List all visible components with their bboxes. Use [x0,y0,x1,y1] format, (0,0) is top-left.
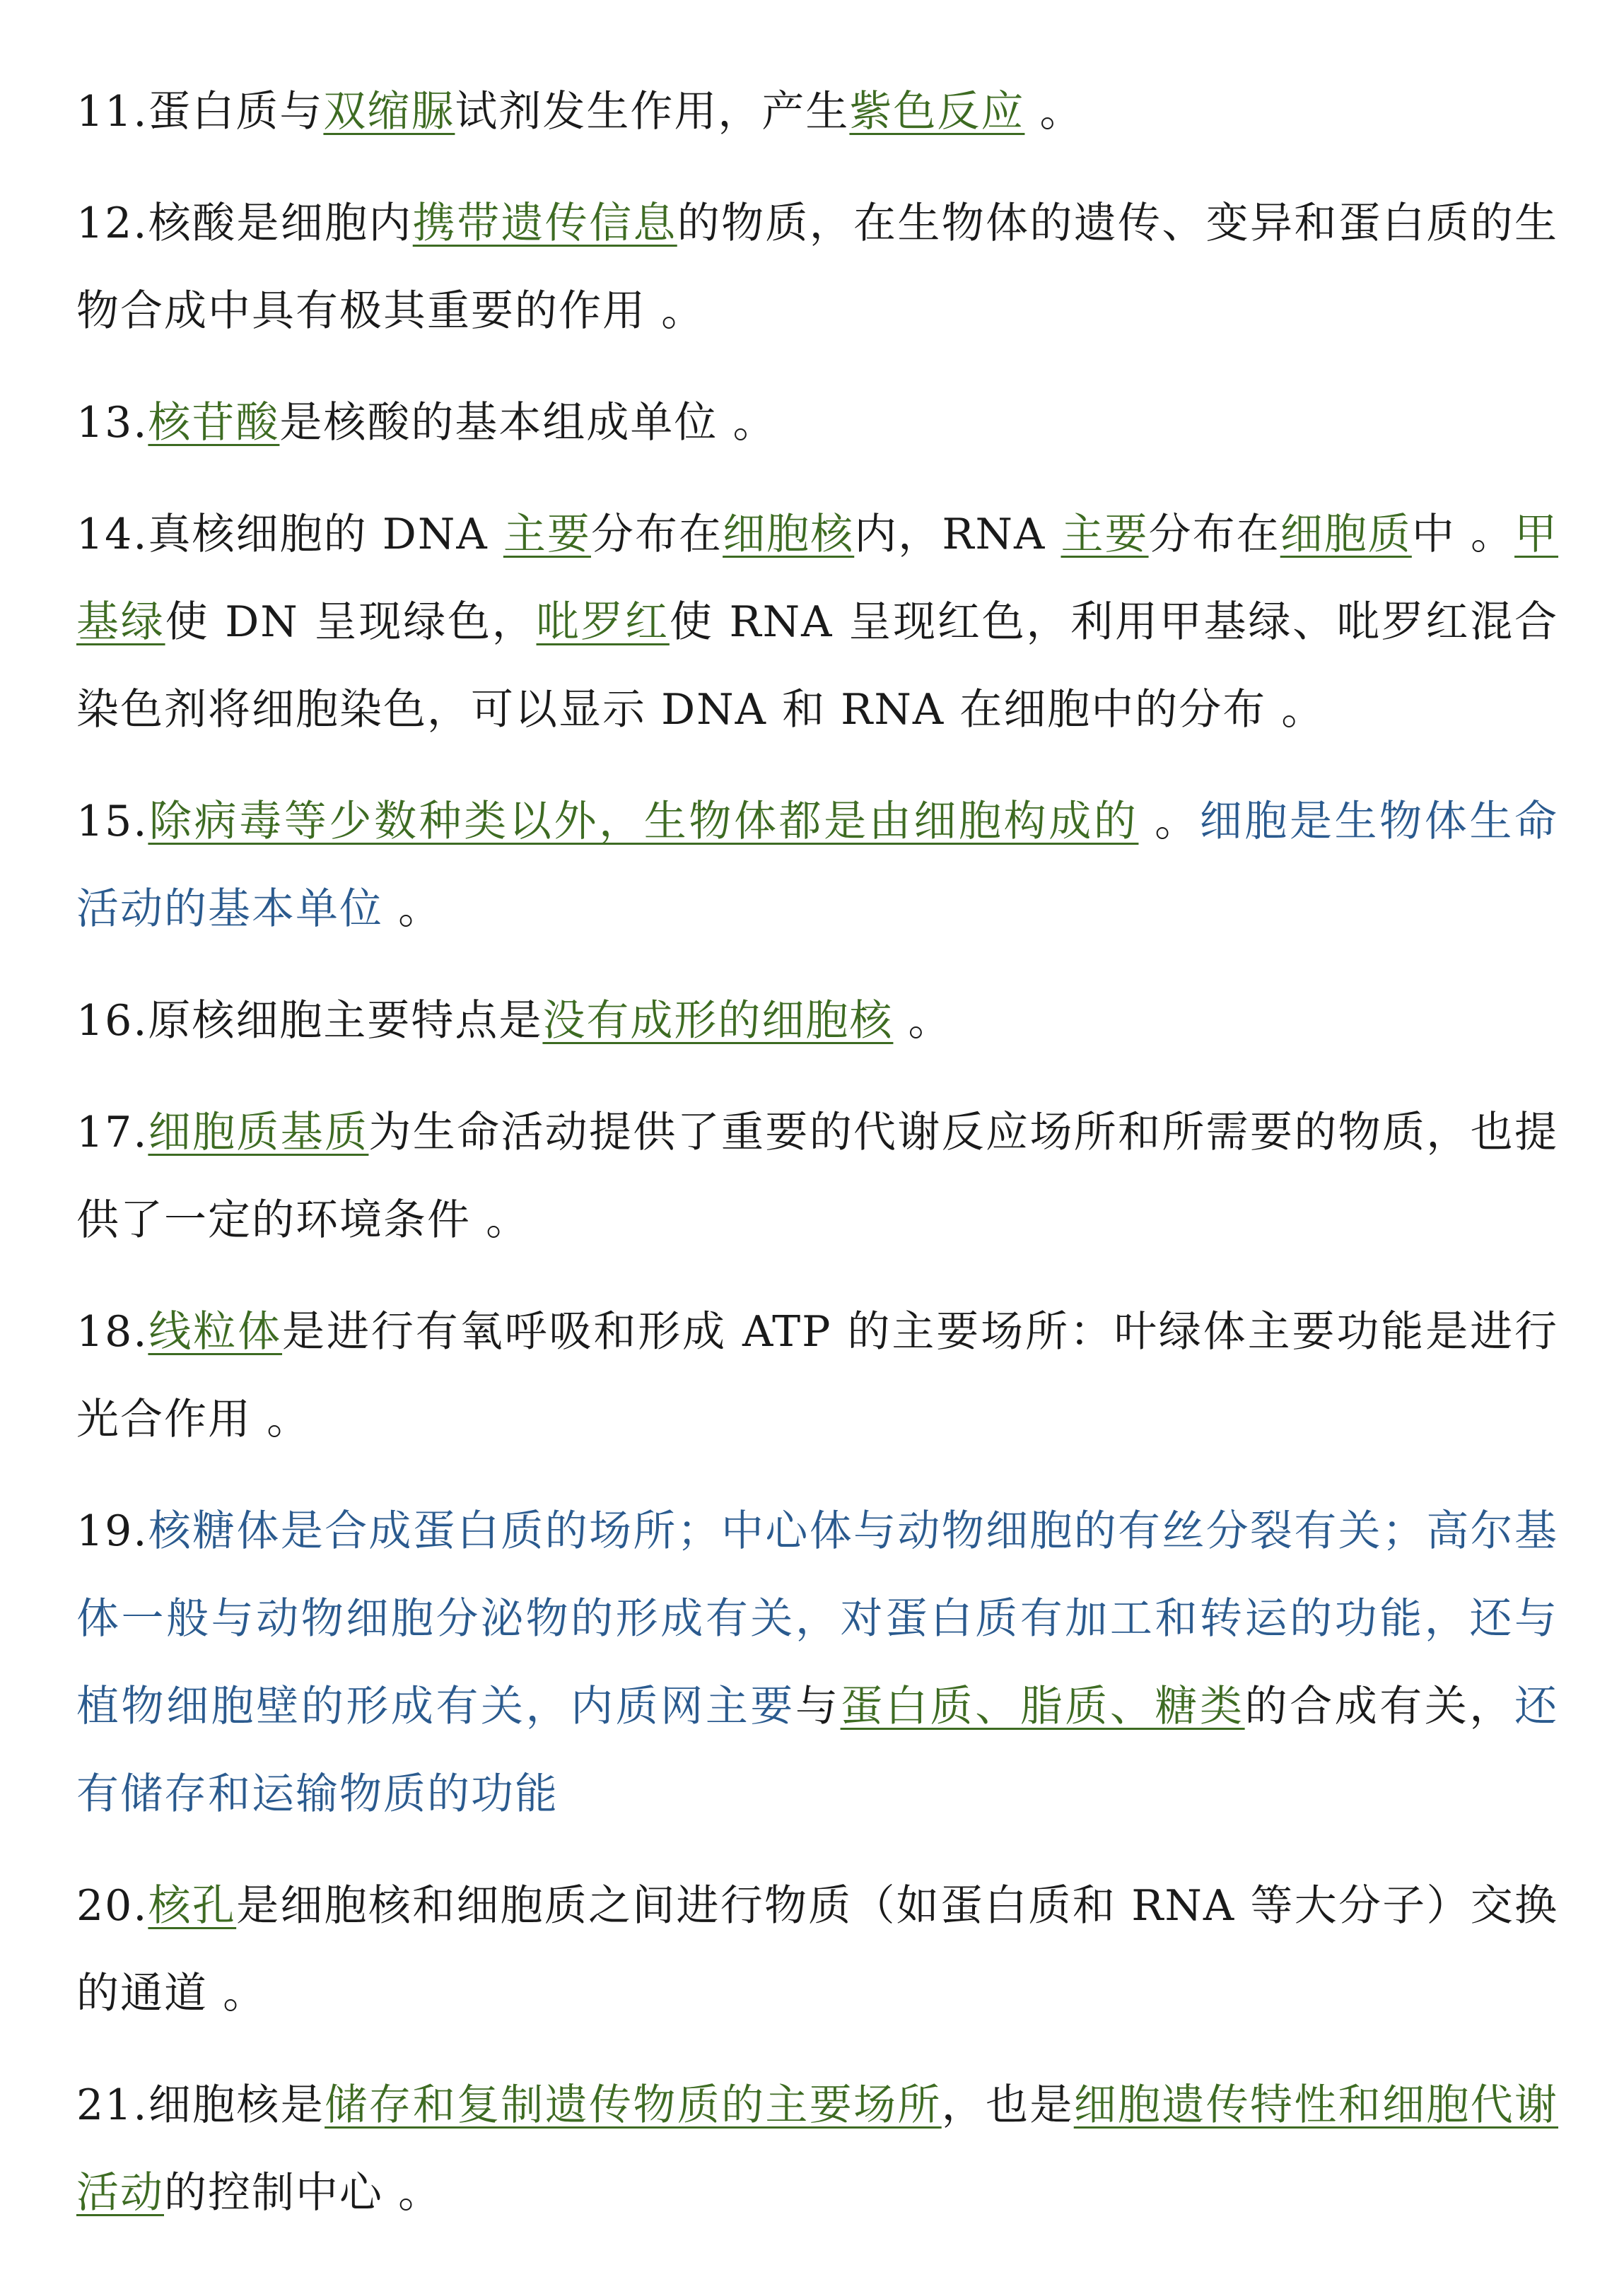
text-run: 中 。 [1411,510,1515,559]
text-run: 的控制中心 。 [164,2168,443,2218]
item-number: 11. [76,87,148,136]
key-term: 主要 [1061,510,1149,559]
text-run: 是进行有氧呼吸和形成 ATP 的主要场所：叶绿体主要功能是进行光合作用 。 [76,1307,1559,1444]
key-term: 吡罗红 [536,597,670,647]
text-run: 核酸是细胞内 [148,199,413,248]
key-term: 核苷酸 [148,398,280,447]
document-body [76,68,1558,2261]
key-term: 携带遗传信息 [412,199,677,248]
item-number: 17. [76,1108,148,1157]
text-run: 原核细胞主要特点是 [148,996,543,1046]
text-run: ，也是 [941,2080,1074,2130]
text-run: 是细胞核和细胞质之间进行物质（如蛋白质和 RNA 等大分子）交换的通道 。 [76,1881,1558,2018]
key-term: 线粒体 [148,1307,283,1357]
text-run: 分布在 [590,510,723,559]
text-run: 内，RNA [854,510,1061,559]
text-run: 蛋白质与 [148,87,324,136]
numbered-paragraph [76,2061,1558,2237]
text-run: 与 [795,1682,841,1731]
numbered-paragraph [76,379,1558,467]
text-run: 真核细胞的 DNA [148,510,503,559]
key-term: 甲基绿 [76,510,1559,647]
text-run: 为生命活动提供了重要的代谢反应场所和所需要的物质，也提供了一定的环境条件 。 [76,1108,1558,1245]
text-run: 。 [1024,87,1084,136]
numbered-paragraph [76,68,1558,156]
item-number: 15. [76,797,148,846]
numbered-paragraph [76,977,1558,1065]
numbered-paragraph [76,1089,1558,1264]
item-number: 13. [76,398,148,447]
key-term: 主要 [503,510,591,559]
key-term: 没有成形的细胞核 [542,996,894,1046]
numbered-paragraph [76,491,1558,754]
item-number: 12. [76,199,148,248]
item-number: 14. [76,510,148,559]
key-term: 核孔 [148,1881,237,1931]
item-number: 19. [76,1506,148,1556]
text-run: 的物质，在生物体的遗传、变异和蛋白质的生物合成中具有极其重要的作用 。 [76,199,1559,336]
numbered-paragraph [76,1288,1558,1463]
text-run: 。 [1138,797,1200,846]
text-run: 使 RNA 呈现红色，利用甲基绿、吡罗红混合染色剂将细胞染色，可以显示 DNA 和 RNA 在细胞中的分布 。 [76,597,1559,734]
key-term: 双缩脲 [323,87,455,136]
text-run: 。 [383,884,443,934]
key-term: 细胞质基质 [148,1108,369,1157]
key-term: 除病毒等少数种类以外，生物体都是由细胞构成的 [148,797,1139,846]
text-run: 。 [893,996,952,1046]
text-run: 分布在 [1148,510,1280,559]
numbered-paragraph [76,1487,1558,1838]
text-run: 是核酸的基本组成单位 。 [279,398,777,447]
key-term: 储存和复制遗传物质的主要场所 [325,2080,942,2130]
key-term: 细胞质 [1280,510,1412,559]
text-run: 细胞核是 [148,2080,325,2130]
item-number: 16. [76,996,148,1046]
item-number: 21. [76,2080,148,2130]
item-number: 18. [76,1307,148,1357]
text-run: 试剂发生作用，产生 [455,87,850,136]
key-term: 细胞遗传特性和细胞代谢活动 [76,2080,1559,2218]
item-number: 20. [76,1881,148,1931]
text-run: 使 DN 呈现绿色， [165,597,537,647]
highlighted-text: 细胞是生物体生命活动的基本单位 [76,797,1558,934]
highlighted-text: 还有储存和运输物质的功能 [76,1682,1558,1819]
key-term: 细胞核 [723,510,855,559]
text-run: 的合成有关， [1244,1682,1514,1731]
highlighted-text: 核糖体是合成蛋白质的场所；中心体与动物细胞的有丝分裂有关；高尔基体一般与动物细胞分泌物的形成有关，对蛋白质有加工和转运的功能，还与植物细胞壁的形成有关，内质网主要 [76,1506,1558,1731]
numbered-paragraph [76,778,1558,953]
numbered-paragraph [76,180,1558,355]
numbered-paragraph [76,1862,1558,2037]
key-term: 紫色反应 [849,87,1025,136]
key-term: 蛋白质、脂质、糖类 [840,1682,1245,1731]
